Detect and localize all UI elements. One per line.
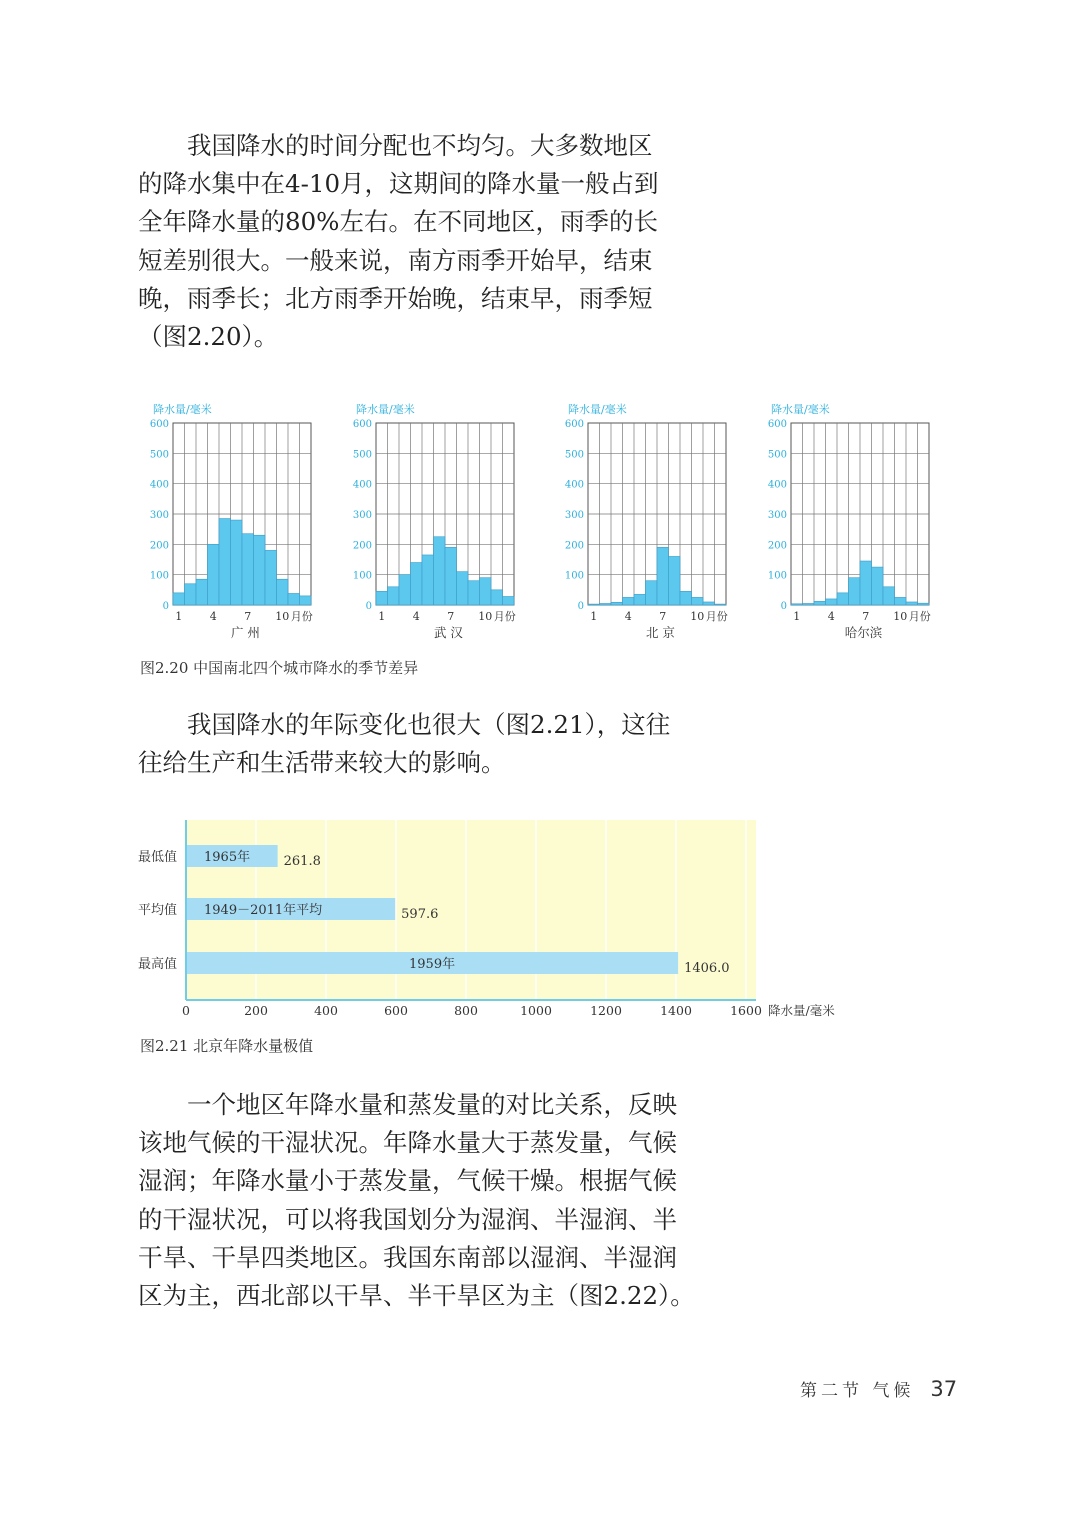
paragraph-intro — [138, 127, 683, 356]
x-axis-label: 月份 — [290, 610, 313, 623]
bar — [634, 594, 646, 605]
bar — [826, 599, 838, 605]
bar — [803, 603, 815, 605]
x-tick-label: 7 — [447, 610, 455, 623]
bar — [849, 578, 861, 605]
y-tick-label: 300 — [564, 510, 584, 521]
bar — [791, 604, 803, 605]
bar — [623, 597, 635, 605]
text-line: 的降水集中在4-10月，这期间的降水量一般占到 — [138, 169, 659, 199]
data-label: 261.8 — [283, 854, 321, 869]
y-axis-label: 降水量/毫米 — [153, 403, 212, 416]
y-tick-label: 500 — [767, 449, 787, 461]
bar — [231, 520, 243, 605]
text-line: （图2.20）。 — [138, 322, 279, 352]
text-line: 湿润；年降水量小于蒸发量，气候干燥。根据气候 — [138, 1166, 677, 1196]
x-tick-label: 200 — [244, 1003, 268, 1018]
y-tick-label: 0 — [577, 601, 584, 612]
bar — [196, 579, 208, 605]
bar — [242, 534, 254, 605]
y-tick-label: 0 — [780, 601, 787, 612]
text-line: 往给生产和生活带来较大的影响。 — [138, 748, 506, 778]
bar — [906, 602, 918, 605]
x-tick-label: 1400 — [660, 1003, 692, 1018]
figure-caption-2-20: 图2.20 中国南北四个城市降水的季节差异 — [140, 659, 419, 677]
y-tick-label: 300 — [149, 510, 169, 521]
text-line: 一个地区年降水量和蒸发量的对比关系，反映 — [187, 1090, 677, 1119]
bar — [457, 572, 469, 605]
bar-label: 1965年 — [204, 850, 251, 865]
y-tick-label: 600 — [149, 419, 169, 430]
y-tick-label: 400 — [767, 479, 787, 491]
category-label: 最高值 — [138, 957, 178, 972]
text-line: 晚，雨季长；北方雨季开始晚，结束早，雨季短 — [138, 283, 653, 313]
bar — [860, 561, 872, 605]
bar — [503, 597, 515, 605]
bar — [254, 535, 266, 605]
y-tick-label: 0 — [162, 601, 169, 612]
bar — [600, 603, 612, 605]
y-tick-label: 100 — [149, 570, 169, 582]
y-tick-label: 600 — [767, 419, 787, 430]
city-name: 武 汉 — [433, 625, 463, 640]
city-name: 北 京 — [645, 625, 675, 640]
x-axis-label: 月份 — [493, 610, 516, 623]
bar — [388, 587, 400, 605]
bar — [814, 601, 826, 605]
bar — [883, 587, 895, 605]
x-tick-label: 4 — [827, 610, 835, 623]
y-tick-label: 300 — [767, 510, 787, 521]
seasonal-precipitation-charts — [135, 395, 945, 655]
bar — [434, 537, 446, 605]
bar — [715, 604, 727, 605]
bar — [703, 602, 715, 605]
x-tick-label: 800 — [454, 1003, 478, 1018]
city-name: 哈尔滨 — [844, 625, 883, 640]
bar — [491, 590, 503, 605]
y-axis-label: 降水量/毫米 — [568, 403, 627, 416]
x-tick-label: 10 — [275, 610, 290, 623]
x-tick-label: 7 — [244, 610, 252, 623]
bar — [422, 555, 434, 605]
bar — [468, 581, 480, 605]
beijing-precipitation-extremes-chart — [135, 815, 835, 1030]
bar — [480, 578, 492, 605]
x-axis-label: 月份 — [908, 610, 931, 623]
city-chart — [353, 402, 516, 640]
x-tick-label: 400 — [314, 1003, 338, 1018]
x-tick-label: 7 — [659, 610, 667, 623]
y-tick-label: 100 — [767, 570, 787, 582]
city-name: 广 州 — [230, 625, 260, 640]
bar — [219, 519, 231, 605]
text-line: 我国降水的时间分配也不均匀。大多数地区 — [187, 131, 653, 160]
x-tick-label: 10 — [893, 610, 908, 623]
y-tick-label: 400 — [564, 479, 584, 491]
bar — [399, 575, 411, 605]
y-tick-label: 500 — [149, 449, 169, 461]
category-label: 平均值 — [138, 903, 178, 918]
figure-caption-2-21: 图2.21 北京年降水量极值 — [140, 1037, 314, 1055]
bar — [588, 604, 600, 605]
paragraph-dry-wet — [138, 1086, 695, 1315]
y-tick-label: 600 — [352, 419, 372, 430]
bar — [669, 556, 681, 605]
x-tick-label: 1 — [590, 610, 598, 623]
section-title: 第二节 气候 — [800, 1381, 915, 1401]
x-tick-label: 1 — [793, 610, 801, 623]
x-tick-label: 10 — [690, 610, 705, 623]
bar — [918, 603, 930, 605]
y-tick-label: 200 — [149, 540, 169, 552]
bar-label: 1949－2011年平均 — [204, 903, 323, 918]
y-tick-label: 0 — [365, 601, 372, 612]
data-label: 597.6 — [401, 907, 439, 922]
y-tick-label: 300 — [352, 510, 372, 521]
text-line: 该地气候的干湿状况。年降水量大于蒸发量，气候 — [138, 1128, 677, 1158]
bar — [208, 544, 220, 605]
y-tick-label: 200 — [564, 540, 584, 552]
text-line: 干旱、干旱四类地区。我国东南部以湿润、半湿润 — [138, 1242, 677, 1272]
bar — [611, 602, 623, 605]
data-label: 1406.0 — [684, 961, 730, 976]
y-tick-label: 500 — [564, 449, 584, 461]
bar — [277, 579, 289, 605]
bar — [692, 597, 704, 605]
y-tick-label: 100 — [352, 570, 372, 582]
x-tick-label: 4 — [209, 610, 217, 623]
bar — [185, 584, 197, 605]
x-tick-label: 10 — [478, 610, 493, 623]
y-tick-label: 500 — [352, 449, 372, 461]
paragraph-annual-variation — [138, 706, 683, 782]
x-tick-label: 4 — [624, 610, 632, 623]
y-axis-label: 降水量/毫米 — [356, 403, 415, 416]
bar — [376, 591, 388, 605]
bar — [288, 593, 300, 605]
text-line: 的干湿状况，可以将我国划分为湿润、半湿润、半 — [138, 1204, 677, 1234]
text-line: 全年降水量的80%左右。在不同地区，雨季的长 — [138, 207, 658, 237]
city-chart — [565, 402, 728, 640]
text-line: 区为主，西北部以干旱、半干旱区为主（图2.22）。 — [138, 1281, 695, 1311]
x-tick-label: 1000 — [520, 1003, 552, 1018]
city-chart — [150, 402, 313, 640]
y-tick-label: 200 — [352, 540, 372, 552]
x-axis-label: 月份 — [705, 610, 728, 623]
bar — [872, 567, 884, 605]
y-tick-label: 400 — [149, 479, 169, 491]
text-line: 短差别很大。一般来说，南方雨季开始早，结束 — [138, 245, 653, 275]
bar — [300, 596, 312, 605]
bar — [680, 591, 692, 605]
x-axis-label: 降水量/毫米 — [768, 1003, 835, 1018]
x-tick-label: 1 — [378, 610, 386, 623]
bar — [265, 550, 277, 605]
bar — [173, 593, 185, 605]
x-tick-label: 1200 — [590, 1003, 622, 1018]
bar — [411, 563, 423, 605]
bar — [837, 593, 849, 605]
bar-label: 1959年 — [409, 957, 456, 972]
page-footer — [800, 1376, 957, 1401]
x-tick-label: 600 — [384, 1003, 408, 1018]
y-tick-label: 600 — [564, 419, 584, 430]
x-tick-label: 1600 — [730, 1003, 762, 1018]
y-axis-label: 降水量/毫米 — [771, 403, 830, 416]
y-tick-label: 100 — [564, 570, 584, 582]
y-tick-label: 200 — [767, 540, 787, 552]
page-number: 37 — [930, 1377, 958, 1401]
x-tick-label: 7 — [862, 610, 870, 623]
x-tick-label: 0 — [182, 1003, 190, 1018]
x-tick-label: 1 — [175, 610, 183, 623]
category-label: 最低值 — [138, 850, 178, 865]
bar — [445, 547, 457, 605]
city-chart — [768, 402, 931, 640]
bar — [895, 597, 907, 605]
bar — [657, 547, 669, 605]
x-tick-label: 4 — [412, 610, 420, 623]
y-tick-label: 400 — [352, 479, 372, 491]
bar — [646, 581, 658, 605]
text-line: 我国降水的年际变化也很大（图2.21），这往 — [187, 710, 671, 739]
